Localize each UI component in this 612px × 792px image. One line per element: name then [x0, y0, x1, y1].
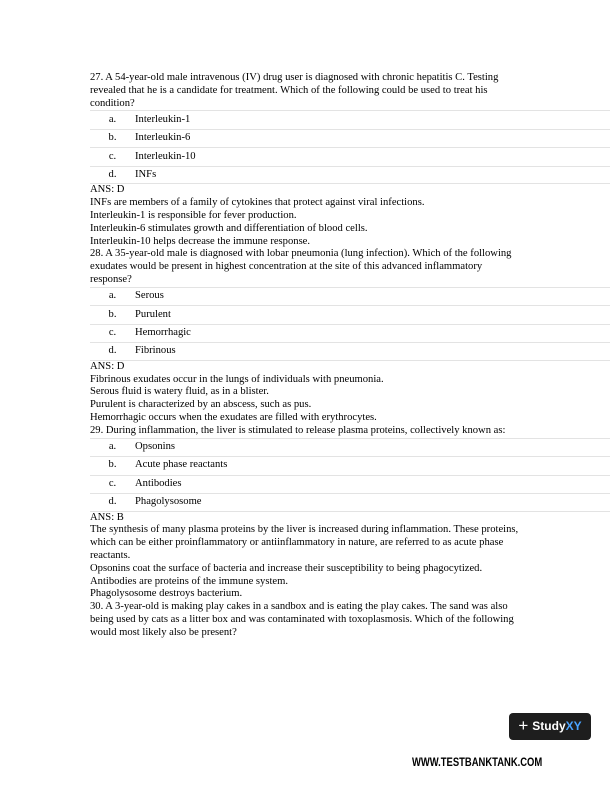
option-d: d. INFs: [90, 166, 610, 185]
option-b: b. Acute phase reactants: [90, 456, 610, 475]
rationale-line: Purulent is characterized by an abscess, such as pus.: [90, 399, 312, 411]
rationale-line: Antibodies are proteins of the immune system.: [90, 575, 289, 587]
question-stem: 29. During inflammation, the liver is stimulated to release plasma proteins, collectively known as:: [90, 424, 506, 436]
brand-xy: XY: [565, 719, 582, 734]
rationale-line: Hemorrhagic occurs when the exudates are filled with erythrocytes.: [90, 411, 377, 423]
question-29: [90, 425, 610, 601]
answer-block: [90, 361, 610, 425]
answer-key: ANS: D: [90, 360, 125, 372]
option-d: d. Fibrinous: [90, 342, 610, 361]
question-28: [90, 248, 610, 424]
answer-key: ANS: B: [90, 511, 124, 523]
option-b: b. Purulent: [90, 305, 610, 324]
rationale-line: The synthesis of many plasma proteins by the liver is increased during inflammation. These proteins, which can be either proinflammatory or antiinflammatory in nature, are referred to as acute phase reactants.: [90, 524, 519, 561]
option-a: a. Interleukin-1: [90, 110, 610, 129]
options-list: [90, 438, 610, 512]
option-c: c. Interleukin-10: [90, 147, 610, 166]
answer-block: [90, 184, 610, 248]
answer-block: [90, 512, 610, 602]
options-list: [90, 110, 610, 184]
rationale-line: Opsonins coat the surface of bacteria and increase their susceptibility to being phagocytized.: [90, 562, 483, 574]
question-30-stem: 30. A 3-year-old is making play cakes in a sandbox and is eating the play cakes. The sand was also being used by cats as a litter box and was contaminated with toxoplasmosis. Which of the following would most likely also be present?: [90, 601, 514, 638]
rationale-line: Serous fluid is watery fluid, as in a blister.: [90, 386, 269, 398]
option-a: a. Serous: [90, 287, 610, 306]
rationale-line: Fibrinous exudates occur in the lungs of individuals with pneumonia.: [90, 373, 384, 385]
option-c: c. Antibodies: [90, 475, 610, 494]
rationale-line: Phagolysosome destroys bacterium.: [90, 588, 243, 600]
footer-site-url: WWW.TESTBANKTANK.COM: [412, 757, 543, 769]
rationale-line: INFs are members of a family of cytokines that protect against viral infections.: [90, 197, 425, 209]
options-list: [90, 287, 610, 361]
answer-key: ANS: D: [90, 184, 125, 196]
studyxy-badge[interactable]: [509, 713, 591, 740]
rationale-line: Interleukin-10 helps decrease the immune response.: [90, 235, 311, 247]
rationale-line: Interleukin-1 is responsible for fever production.: [90, 209, 297, 221]
question-27: [90, 72, 610, 248]
plus-icon: +: [518, 716, 529, 736]
option-b: b. Interleukin-6: [90, 129, 610, 148]
rationale-line: Interleukin-6 stimulates growth and differentiation of blood cells.: [90, 222, 368, 234]
brand-study: Study: [532, 719, 566, 734]
option-a: a. Opsonins: [90, 438, 610, 457]
question-stem: 27. A 54-year-old male intravenous (IV) drug user is diagnosed with chronic hepatitis C. Testing revealed that he is a candidate for treatment. Which of the following could be used to treat his condition?: [90, 72, 499, 109]
option-c: c. Hemorrhagic: [90, 324, 610, 343]
document-body: [90, 72, 610, 640]
option-d: d. Phagolysosome: [90, 493, 610, 512]
question-stem: 28. A 35-year-old male is diagnosed with lobar pneumonia (lung infection). Which of the following exudates would be present in highest concentration at the site of this advanced inflammatory response?: [90, 248, 512, 285]
